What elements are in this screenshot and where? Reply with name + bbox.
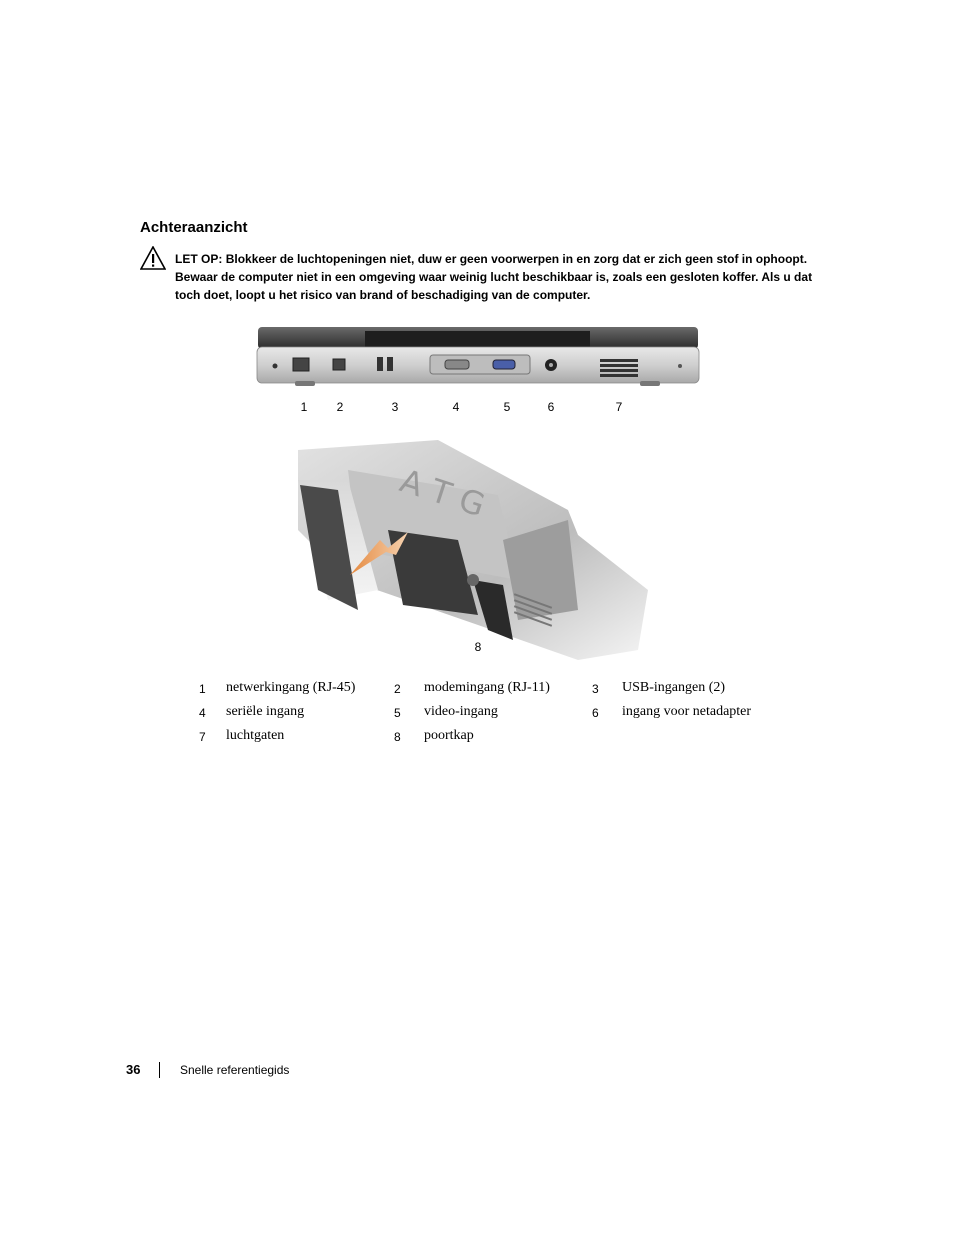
legend-text: netwerkingang (RJ-45) [226,680,356,695]
legend-number: 6 [592,706,599,720]
section-title: Achteraanzicht [140,219,248,236]
callout-4: 4 [452,400,460,414]
svg-text:A T G: A T G [395,461,490,525]
callout-7: 7 [615,400,623,414]
legend-number: 2 [394,682,401,696]
legend-text: luchtgaten [226,728,285,743]
callout-2: 2 [336,400,344,414]
legend-number: 8 [394,730,401,744]
callout-8: 8 [474,640,482,654]
callout-6: 6 [547,400,555,414]
legend-number: 5 [394,706,401,720]
laptop-rear-view-image [255,325,701,393]
legend-number: 7 [199,730,206,744]
callout-3: 3 [391,400,399,414]
footer-separator [159,1062,160,1078]
warning-text [175,250,825,304]
warning-label: LET OP: [175,252,223,266]
legend-text: seriële ingang [226,704,305,719]
legend-number: 4 [199,706,206,720]
warning-body: Blokkeer de luchtopeningen niet, duw er geen voorwerpen in en zorg dat er zich geen stof in ophoopt. Bewaar de computer niet in een omgeving waar weinig lucht beschikbaar is, zoals een gesloten koffer. Als u dat toch doet, loopt u het risico van brand of beschadiging van de computer. [175,252,813,302]
legend-text: modemingang (RJ-11) [424,680,550,695]
laptop-port-cover-image [288,440,648,660]
legend-number: 1 [199,682,206,696]
legend-text: USB-ingangen (2) [622,680,726,695]
page-number: 36 [126,1062,141,1077]
legend-number: 3 [592,682,599,696]
legend-text: video-ingang [424,704,498,719]
legend-text: poortkap [424,728,474,743]
footer-doc-title: Snelle referentiegids [180,1063,290,1077]
legend-text: ingang voor netadapter [622,704,752,719]
warning-triangle-icon [140,246,166,270]
callout-5: 5 [503,400,511,414]
callout-1: 1 [300,400,308,414]
